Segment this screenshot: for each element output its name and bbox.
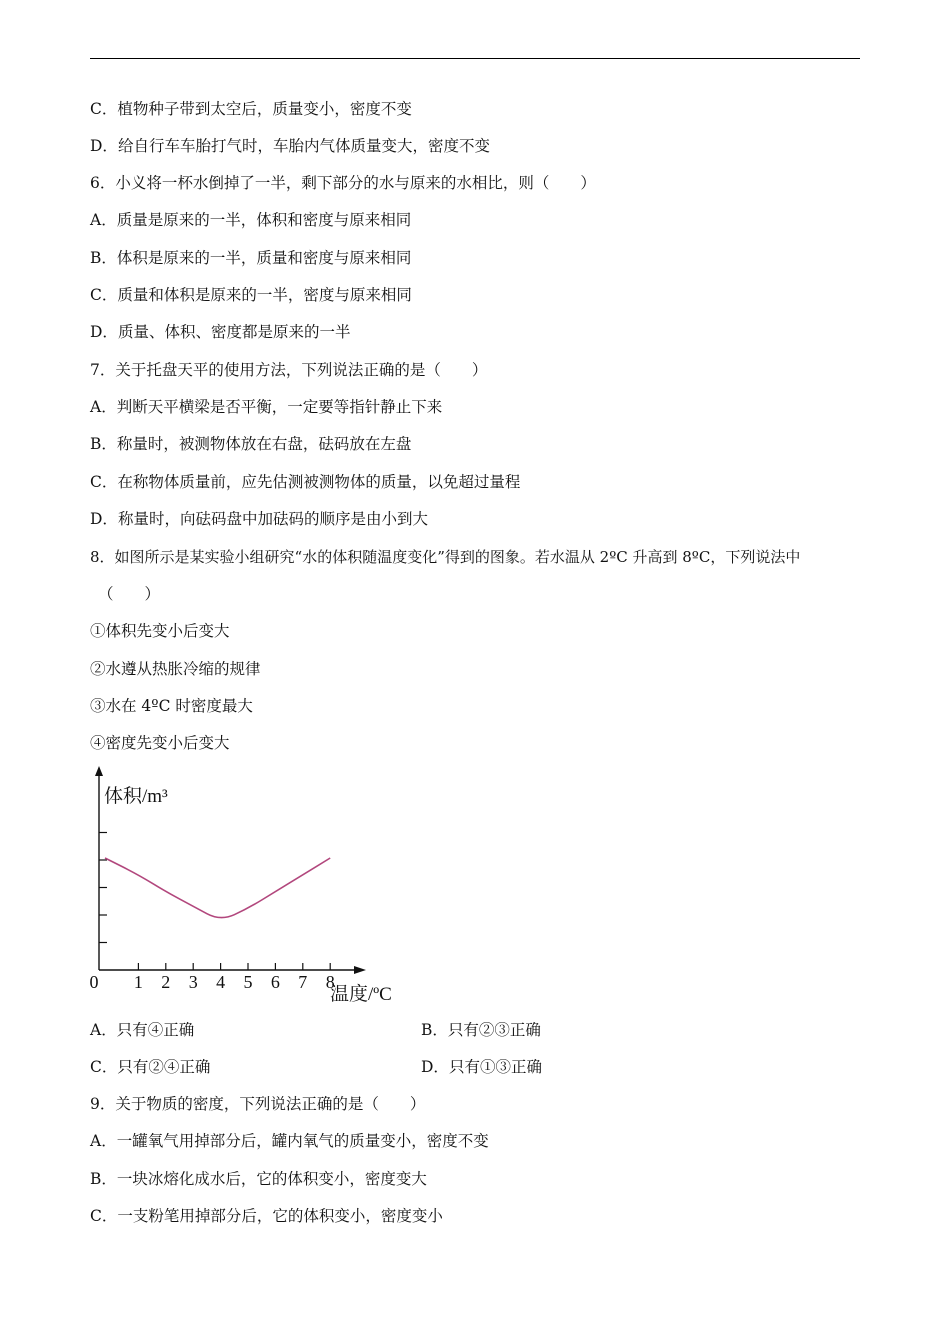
q8-option-a: A．只有④正确	[90, 1021, 195, 1039]
q7-option-d: D．称量时，向砝码盘中加砝码的顺序是由小到大	[90, 510, 428, 528]
q7-stem: 7．关于托盘天平的使用方法，下列说法正确的是（ ）	[90, 361, 488, 379]
x-axis-arrow	[354, 966, 366, 974]
header-rule	[90, 58, 860, 59]
x-tick-label: 6	[270, 972, 280, 992]
x-tick-label: 3	[188, 972, 198, 992]
q9-option-b: B．一块冰熔化成水后，它的体积变小，密度变大	[90, 1170, 427, 1188]
q8-statement-2: ②水遵从热胀冷缩的规律	[90, 660, 261, 678]
y-ticks	[99, 833, 107, 943]
q6-stem: 6．小义将一杯水倒掉了一半，剩下部分的水与原来的水相比，则（ ）	[90, 174, 596, 192]
q8-option-d: D．只有①③正确	[421, 1058, 542, 1076]
q5-option-c: C．植物种子带到太空后，质量变小，密度不变	[90, 100, 412, 118]
q6-option-a: A．质量是原来的一半，体积和密度与原来相同	[90, 211, 412, 229]
q8-option-c: C．只有②④正确	[90, 1058, 211, 1076]
x-tick-label: 0	[89, 972, 99, 992]
x-tick-label: 7	[298, 972, 308, 992]
volume-curve	[105, 858, 330, 918]
q7-option-a: A．判断天平横梁是否平衡，一定要等指针静止下来	[90, 398, 443, 416]
x-tick-label: 8	[325, 972, 335, 992]
q7-option-b: B．称量时，被测物体放在右盘，砝码放在左盘	[90, 435, 412, 453]
q8-stem-line1: 8．如图所示是某实验小组研究“水的体积随温度变化”得到的图象。若水温从 2ºC 升高到 8ºC，下列说法中	[90, 548, 801, 566]
q5-option-d: D．给自行车车胎打气时，车胎内气体质量变大，密度不变	[90, 137, 490, 155]
q6-option-b: B．体积是原来的一半，质量和密度与原来相同	[90, 249, 412, 267]
y-axis-label: 体积/m³	[104, 786, 168, 807]
q8-option-b: B．只有②③正确	[421, 1021, 541, 1039]
q8-statement-1: ①体积先变小后变大	[90, 622, 230, 640]
volume-temperature-graph	[86, 762, 416, 1007]
x-tick-label: 4	[216, 972, 226, 992]
q9-option-a: A．一罐氧气用掉部分后，罐内氧气的质量变小，密度不变	[90, 1132, 489, 1150]
q6-option-d: D．质量、体积、密度都是原来的一半	[90, 323, 351, 341]
x-tick-label: 5	[243, 972, 253, 992]
x-ticks	[90, 963, 335, 992]
x-axis-label: 温度/ºC	[330, 984, 392, 1005]
q9-option-c: C．一支粉笔用掉部分后，它的体积变小，密度变小	[90, 1207, 443, 1225]
q6-option-c: C．质量和体积是原来的一半，密度与原来相同	[90, 286, 412, 304]
q7-option-c: C．在称物体质量前，应先估测被测物体的质量，以免超过量程	[90, 473, 521, 491]
q8-statement-4: ④密度先变小后变大	[90, 734, 230, 752]
q8-statement-3: ③水在 4ºC 时密度最大	[90, 697, 253, 715]
x-tick-label: 1	[133, 972, 143, 992]
y-axis-arrow	[95, 766, 103, 776]
q8-stem-line2: （ ）	[98, 585, 161, 603]
x-tick-label: 2	[161, 972, 171, 992]
q9-stem: 9．关于物质的密度，下列说法正确的是（ ）	[90, 1095, 426, 1113]
